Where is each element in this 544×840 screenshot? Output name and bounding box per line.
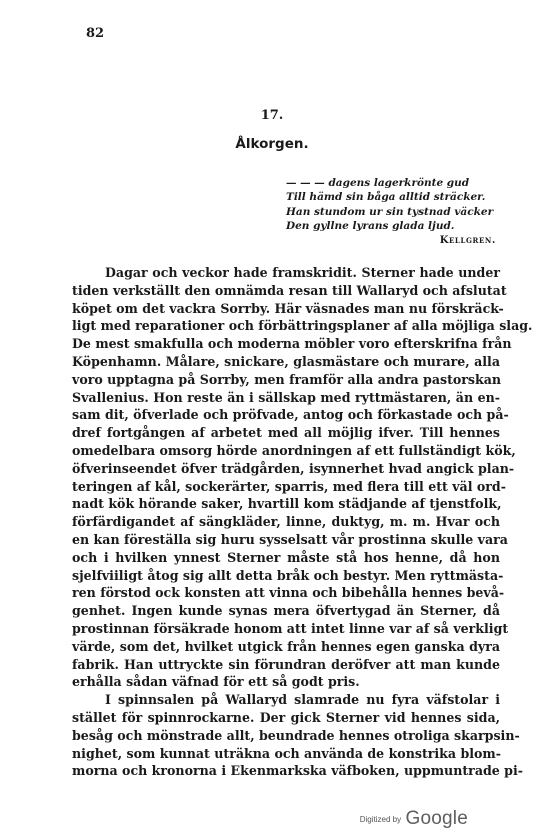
- text-line: stället för spinnrockarne. Der gick Sterner vid hennes sida,: [72, 709, 500, 725]
- text-line: värde, som det, hvilket utgick från hennes egen ganska dyra: [72, 638, 500, 654]
- chapter-number: 17.: [260, 108, 284, 123]
- text-line: genhet. Ingen kunde synas mera öfvertygad än Sterner, då: [72, 603, 500, 619]
- digitized-by-watermark: [360, 808, 468, 830]
- body-text: [72, 264, 533, 780]
- epigraph-line: Till hämd sin båga alltid sträcker.: [286, 191, 486, 204]
- google-logo: Google: [405, 808, 468, 829]
- text-line: besåg och mönstrade allt, beundrade hennes otroliga skarpsin-: [72, 727, 520, 743]
- epigraph-line: Den gyllne lyrans glada ljud.: [286, 220, 455, 233]
- text-line: De mest smakfulla och moderna möbler voro efterskrifna från: [72, 336, 512, 352]
- text-line: Köpenhamn. Målare, snickare, glasmästare och murare, alla: [72, 353, 500, 369]
- text-line: Svallenius. Hon reste än i sällskap med ryttmästaren, än en-: [72, 389, 500, 405]
- text-line: nadt kök hörande saker, hvartill kom städjande af tjenstfolk,: [72, 496, 502, 512]
- text-line: erhålla sådan väfnad för ett så godt pris.: [72, 674, 360, 690]
- text-line: köpet om det vackra Sorrby. Här väsnades man nu förskräck-: [72, 300, 504, 316]
- text-line: ren förstod ock konsten att vinna och bibehålla hennes bevå-: [72, 585, 505, 601]
- text-line: prostinnan försäkrade honom att intet linne var af så verkligt: [72, 620, 509, 636]
- text-line: dref fortgången af arbetet med all möjlig ifver. Till hennes: [72, 425, 500, 441]
- text-line: en kan föreställa sig huru sysselsatt vår prostinna skulle vara: [72, 531, 508, 547]
- text-line: nighet, som kunnat uträkna och använda de konstrika blom-: [72, 745, 501, 761]
- text-line: voro upptagna på Sorrby, men framför alla andra pastorskan: [72, 371, 502, 387]
- chapter-title: Ålkorgen.: [235, 136, 309, 152]
- epigraph-attribution: Kellgren.: [439, 235, 496, 246]
- text-line: öfverinseendet öfver trädgården, isynnerhet hvad angick plan-: [72, 460, 515, 476]
- text-line: teringen af kål, sockerärter, sparris, med flera till ett väl ord-: [72, 478, 506, 494]
- text-line: fabrik. Han uttryckte sin förundran deröfver att man kunde: [72, 656, 500, 672]
- page-number: 82: [86, 26, 105, 41]
- text-line: Dagar och veckor hade framskridit. Sterner hade under: [105, 265, 500, 280]
- text-line: morna och kronorna i Ekenmarkska väfboken, uppmuntrade pi-: [72, 763, 523, 779]
- text-line: tiden verkställt den omnämda resan till Wallaryd och afslutat: [72, 282, 507, 298]
- text-line: omedelbara omsorg hörde anordningen af ett fullständigt kök,: [72, 442, 516, 458]
- text-line: och i hvilken ynnest Sterner måste stå hos henne, då hon: [72, 549, 500, 565]
- digitized-by-label: Digitized by: [359, 815, 402, 824]
- epigraph: [286, 176, 498, 234]
- text-line: sjelfviiligt åtog sig allt detta bråk och bestyr. Men ryttmästa-: [72, 567, 504, 583]
- text-line: ligt med reparationer och förbättringsplaner af alla möjliga slag.: [72, 318, 533, 334]
- epigraph-line: Han stundom ur sin tystnad väcker: [286, 205, 494, 218]
- text-line: I spinnsalen på Wallaryd slamrade nu fyra väfstolar i: [105, 692, 500, 708]
- epigraph-line: — — — dagens lagerkrönte gud: [286, 177, 470, 189]
- text-line: förfärdigandet af sängkläder, linne, duktyg, m. m. Hvar och: [72, 514, 500, 530]
- text-line: sam dit, öfverlade och pröfvade, antog och förkastade och på-: [72, 407, 509, 423]
